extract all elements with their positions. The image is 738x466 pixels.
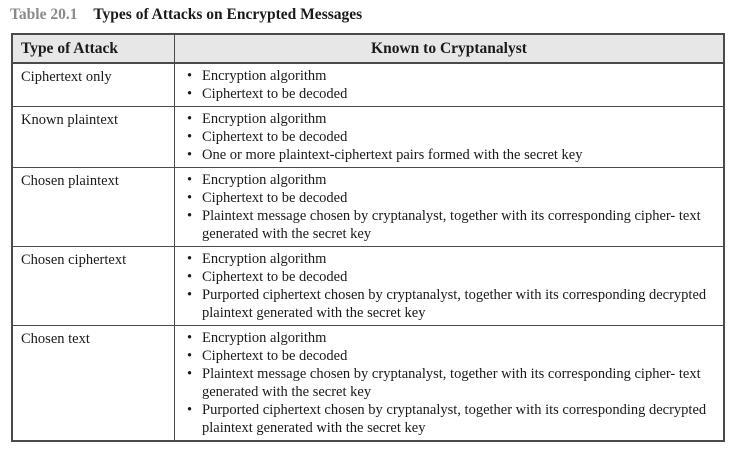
- bullet-icon: •: [187, 269, 193, 285]
- known-items-list: [185, 67, 713, 103]
- bullet-icon: •: [187, 111, 193, 127]
- table-title: Types of Attacks on Encrypted Messages: [93, 6, 363, 23]
- bullet-icon: •: [187, 147, 193, 163]
- list-item-text: Purported ciphertext chosen by cryptanalyst, together with its corresponding decrypted plaintext generated with the secret key: [202, 287, 707, 321]
- bullet-icon: •: [187, 129, 193, 145]
- attack-type-cell: Chosen ciphertext: [12, 247, 175, 326]
- table-body: [12, 63, 724, 441]
- list-item: [185, 171, 713, 189]
- known-items-list: [185, 171, 713, 243]
- list-item-text: Encryption algorithm: [202, 68, 327, 84]
- bullet-icon: •: [187, 251, 193, 267]
- list-item: [185, 286, 713, 322]
- table-row: [12, 168, 724, 247]
- list-item-text: Plaintext message chosen by cryptanalyst, together with its corresponding cipher- text generated with the secret key: [202, 208, 701, 242]
- list-item: [185, 110, 713, 128]
- table-number: Table 20.1: [10, 6, 78, 23]
- list-item: [185, 365, 713, 401]
- bullet-icon: •: [187, 402, 193, 418]
- list-item-text: Ciphertext to be decoded: [202, 129, 348, 145]
- list-item-text: Purported ciphertext chosen by cryptanalyst, together with its corresponding decrypted plaintext generated with the secret key: [202, 402, 707, 436]
- list-item-text: Encryption algorithm: [202, 172, 327, 188]
- known-items-list: [185, 110, 713, 164]
- attack-type-cell: Chosen text: [12, 326, 175, 442]
- list-item: [185, 347, 713, 365]
- bullet-icon: •: [187, 172, 193, 188]
- list-item: [185, 329, 713, 347]
- list-item-text: Encryption algorithm: [202, 330, 327, 346]
- list-item: [185, 146, 713, 164]
- bullet-icon: •: [187, 190, 193, 206]
- table-row: [12, 107, 724, 168]
- bullet-icon: •: [187, 287, 193, 303]
- list-item-text: Ciphertext to be decoded: [202, 348, 348, 364]
- list-item-text: Ciphertext to be decoded: [202, 269, 348, 285]
- known-items-list: [185, 329, 713, 437]
- bullet-icon: •: [187, 366, 193, 382]
- bullet-icon: •: [187, 86, 193, 102]
- known-items-list: [185, 250, 713, 322]
- known-items-cell: [175, 63, 725, 107]
- known-items-cell: [175, 326, 725, 442]
- table-caption: [10, 5, 362, 25]
- known-items-cell: [175, 107, 725, 168]
- attack-type-cell: Known plaintext: [12, 107, 175, 168]
- attack-types-table: [11, 33, 725, 442]
- list-item-text: One or more plaintext-ciphertext pairs formed with the secret key: [202, 147, 583, 163]
- list-item-text: Encryption algorithm: [202, 111, 327, 127]
- list-item: [185, 85, 713, 103]
- attack-type-cell: Chosen plaintext: [12, 168, 175, 247]
- list-item: [185, 401, 713, 437]
- list-item: [185, 250, 713, 268]
- bullet-icon: •: [187, 208, 193, 224]
- list-item: [185, 128, 713, 146]
- list-item-text: Ciphertext to be decoded: [202, 86, 348, 102]
- column-header-known: Known to Cryptanalyst: [175, 34, 725, 63]
- list-item: [185, 268, 713, 286]
- list-item: [185, 189, 713, 207]
- table-row: [12, 247, 724, 326]
- known-items-cell: [175, 168, 725, 247]
- table-header-row: [12, 34, 724, 63]
- column-header-type: Type of Attack: [12, 34, 175, 63]
- list-item: [185, 67, 713, 85]
- attack-type-cell: Ciphertext only: [12, 63, 175, 107]
- list-item-text: Encryption algorithm: [202, 251, 327, 267]
- bullet-icon: •: [187, 330, 193, 346]
- list-item: [185, 207, 713, 243]
- table-row: [12, 63, 724, 107]
- known-items-cell: [175, 247, 725, 326]
- list-item-text: Plaintext message chosen by cryptanalyst, together with its corresponding cipher- text generated with the secret key: [202, 366, 701, 400]
- bullet-icon: •: [187, 348, 193, 364]
- bullet-icon: •: [187, 68, 193, 84]
- table-row: [12, 326, 724, 442]
- list-item-text: Ciphertext to be decoded: [202, 190, 348, 206]
